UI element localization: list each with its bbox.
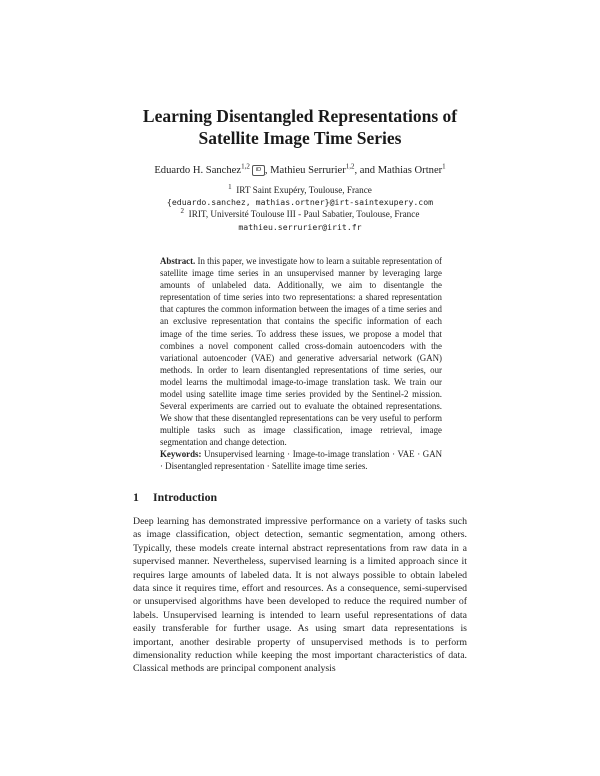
keywords-label: Keywords: <box>160 449 202 459</box>
affiliations <box>0 184 600 233</box>
section-number: 1 <box>133 490 139 504</box>
author-2-affil: 1,2 <box>345 162 355 171</box>
orcid-icon[interactable]: iD <box>252 165 265 176</box>
affiliation-2 <box>0 208 600 220</box>
author-1-affil: 1,2 <box>241 162 250 171</box>
affiliation-2-institution: IRIT, Université Toulouse III - Paul Sabatier, Toulouse, France <box>188 209 420 220</box>
section-heading <box>133 490 217 505</box>
author-list <box>0 162 600 176</box>
affil-1-marker: 1 <box>228 182 232 191</box>
intro-body <box>133 515 467 676</box>
keywords-text: Unsupervised learning · Image-to-image translation · VAE · GAN · Disentangled representation · Satellite image time series. <box>160 449 443 472</box>
affiliation-2-email[interactable]: mathieu.serrurier@irit.fr <box>238 221 362 232</box>
affil-2-marker: 2 <box>180 207 185 216</box>
title-line-2: Satellite Image Time Series <box>198 128 402 148</box>
intro-paragraph: Deep learning has demonstrated impressive performance on a variety of tasks such as image classification, object detection, semantic segmentation, among others. Typically, these models create internal abstract representations from raw data in a supervised manner. Nevertheless, supervised learning is a limited approach since it requires large amounts of labeled data. It is not always possible to obtain labeled data since it requires time, effort and resources. As a consequence, semi-supervised or unsupervised algorithms have been developed to reduce the required number of labels. Unsupervised learning is intended to learn useful representations of data easily transferable for further usage. As using smart data representations is important, another desirable property of unsupervised methods is to perform dimensionality reduction while keeping the most important characteristics of data. Classical methods are principal component analysis <box>133 516 467 675</box>
affiliation-1-institution: IRT Saint Exupéry, Toulouse, France <box>236 185 372 195</box>
author-3: , and Mathias Ortner <box>354 165 443 176</box>
affiliation-1-email[interactable]: {eduardo.sanchez, mathias.ortner}@irt-saintexupery.com <box>166 197 434 208</box>
abstract <box>160 255 442 449</box>
title-line-1: Learning Disentangled Representations of <box>142 106 458 126</box>
keywords <box>160 448 442 472</box>
author-3-affil: 1 <box>442 162 446 171</box>
affiliation-1 <box>0 184 600 196</box>
paper-title <box>0 105 600 149</box>
author-1: Eduardo H. Sanchez <box>154 165 242 176</box>
section-title: Introduction <box>153 490 218 504</box>
author-2: , Mathieu Serrurier <box>264 165 346 176</box>
abstract-text: In this paper, we investigate how to learn a suitable representation of satellite image time series in an unsupervised manner by leveraging large amounts of unlabeled data. Additionally, we aim to disentangle the representation of time series into two representations: a shared representation that captures the common information between the images of a time series and an exclusive representation that contains the specific information of each image of the time series. To address these issues, we propose a model that combines a novel component called cross-domain autoencoders with the variational autoencoder (VAE) and generative adversarial network (GAN) methods. In order to learn disentangled representations of time series, our model learns the multimodal image-to-image translation task. We train our model using satellite image time series provided by the Sentinel-2 mission. Several experiments are carried out to evaluate the obtained representations. We show that these disentangled representations can be very useful to perform multiple tasks such as image classification, image retrieval, image segmentation and change detection. <box>160 256 443 448</box>
abstract-label: Abstract. <box>160 256 196 266</box>
